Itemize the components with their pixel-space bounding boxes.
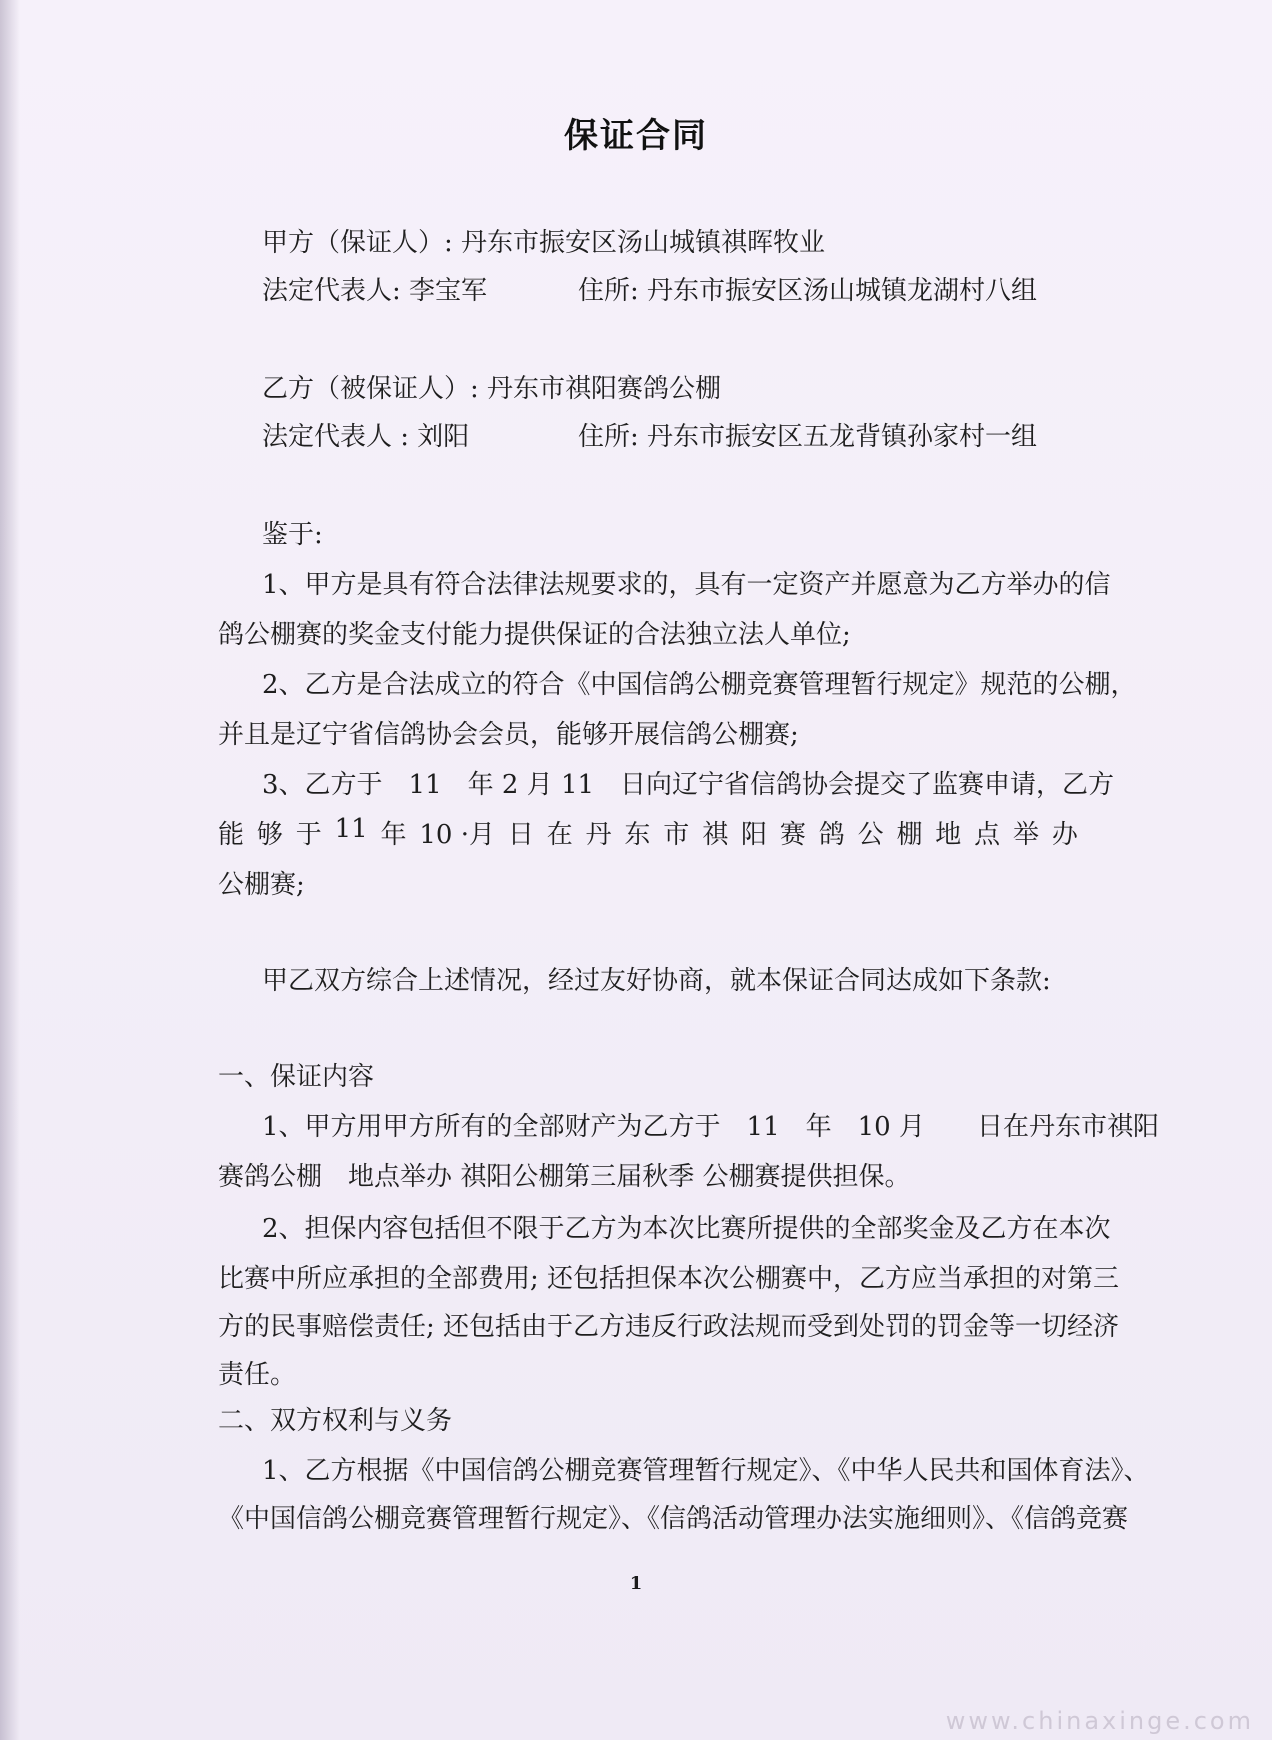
item3-line2-part: 够 — [256, 820, 283, 850]
item3-line2-part: 点 — [974, 820, 1001, 850]
party-a-representative: 法定代表人: 李宝军 — [262, 276, 488, 306]
section1-heading: 一、保证内容 — [218, 1062, 375, 1092]
party-a-address: 住所: 丹东市振安区汤山城镇龙湖村八组 — [578, 276, 1038, 306]
section2-heading: 二、双方权利与义务 — [218, 1406, 453, 1436]
section2-clause1-line2: 《中国信鸽公棚竞赛管理暂行规定》、《信鸽活动管理办法实施细则》、《信鸽竞赛 — [218, 1504, 1129, 1534]
item3-line2-part: 鸽 — [818, 820, 845, 850]
item3-line2-part: 公 — [857, 820, 884, 850]
item3-line2-part: 日 — [507, 820, 534, 850]
section1-clause2-line1: 2、担保内容包括但不限于乙方为本次比赛所提供的全部奖金及乙方在本次 — [262, 1214, 1111, 1244]
item3-line2-part: 能 — [218, 820, 245, 850]
item3-line2-part: 11 — [334, 814, 368, 844]
section1-clause1-line2: 赛鸽公棚 地点举办 祺阳公棚第三届秋季 公棚赛提供担保。 — [218, 1162, 911, 1192]
item3-line2-part: 市 — [663, 820, 690, 850]
item3-line2-part: 地 — [935, 820, 962, 850]
document-title: 保证合同 — [564, 116, 708, 156]
section2-clause1-line1: 1、乙方根据《中国信鸽公棚竞赛管理暂行规定》、《中华人民共和国体育法》、 — [262, 1456, 1150, 1486]
watermark: www.chinaxinge.com — [945, 1707, 1254, 1735]
whereas-item1-line1: 1、甲方是具有符合法律法规要求的，具有一定资产并愿意为乙方举办的信 — [262, 570, 1111, 600]
party-b-address: 住所: 丹东市振安区五龙背镇孙家村一组 — [578, 422, 1038, 452]
whereas-item2-line1: 2、乙方是合法成立的符合《中国信鸽公棚竞赛管理暂行规定》规范的公棚， — [262, 670, 1137, 700]
whereas-item1-line2: 鸽公棚赛的奖金支付能力提供保证的合法独立法人单位; — [218, 620, 851, 650]
whereas-item2-line2: 并且是辽宁省信鸽协会会员，能够开展信鸽公棚赛; — [218, 720, 799, 750]
whereas-heading: 鉴于: — [262, 520, 323, 550]
item3-line2-part: 于 — [295, 820, 322, 850]
item3-line2-part: 举 — [1013, 820, 1040, 850]
item3-line2-part: 在 — [546, 820, 573, 850]
section1-clause1-line1: 1、甲方用甲方所有的全部财产为乙方于 11 年 10 月 日在丹东市祺阳 — [262, 1112, 1159, 1142]
section1-clause2-line2: 比赛中所应承担的全部费用; 还包括担保本次公棚赛中，乙方应当承担的对第三 — [218, 1264, 1120, 1294]
section1-clause2-line3: 方的民事赔偿责任; 还包括由于乙方违反行政法规而受到处罚的罚金等一切经济 — [218, 1312, 1120, 1342]
whereas-item3-line3: 公棚赛; — [218, 870, 305, 900]
agreement-intro: 甲乙双方综合上述情况，经过友好协商，就本保证合同达成如下条款: — [262, 966, 1051, 996]
item3-line2-part: 阳 — [741, 820, 768, 850]
item3-line2-part: 丹 — [585, 820, 612, 850]
page-edge-shadow — [0, 0, 20, 1740]
item3-line2-part: 办 — [1051, 820, 1078, 850]
party-b-line: 乙方（被保证人）: 丹东市祺阳赛鸽公棚 — [262, 374, 722, 404]
item3-line2-part: 东 — [624, 820, 651, 850]
party-b-representative: 法定代表人 : 刘阳 — [262, 422, 470, 452]
item3-line2-part: 棚 — [896, 820, 923, 850]
item3-line2-part: 年 — [380, 820, 407, 850]
whereas-item3-line2 — [218, 814, 1078, 851]
whereas-item3-line1: 3、乙方于 11 年 2 月 11 日向辽宁省信鸽协会提交了监赛申请，乙方 — [262, 770, 1115, 800]
item3-line2-part: 祺 — [702, 820, 729, 850]
item3-line2-part: 赛 — [779, 820, 806, 850]
party-a-line: 甲方（保证人）: 丹东市振安区汤山城镇祺晖牧业 — [262, 228, 826, 258]
item3-line2-part: 10 ·月 — [419, 820, 495, 850]
page-number: 1 — [629, 1573, 643, 1594]
section1-clause2-line4: 责任。 — [218, 1360, 297, 1390]
